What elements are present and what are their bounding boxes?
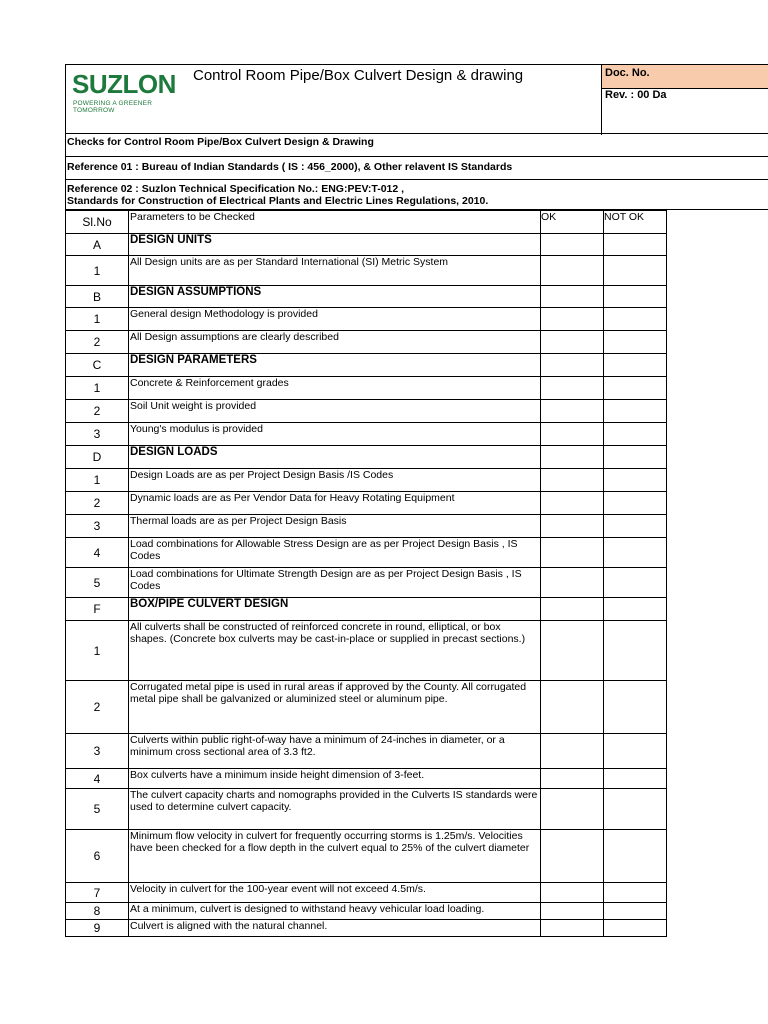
- sl-no-cell: B: [66, 286, 129, 308]
- sl-no-cell: 1: [66, 469, 129, 492]
- check-row: [66, 377, 667, 400]
- sl-no-cell: 7: [66, 883, 129, 903]
- sl-no-cell: 1: [66, 377, 129, 400]
- section-heading: DESIGN PARAMETERS: [129, 354, 541, 377]
- not-ok-checkbox-cell[interactable]: [604, 331, 667, 354]
- ok-checkbox-cell[interactable]: [541, 469, 604, 492]
- check-row: [66, 423, 667, 446]
- ok-checkbox-cell[interactable]: [541, 568, 604, 598]
- not-ok-checkbox-cell[interactable]: [604, 883, 667, 903]
- checklist-sheet: [65, 64, 768, 937]
- sl-no-cell: 9: [66, 920, 129, 937]
- section-row: [66, 286, 667, 308]
- ok-checkbox-cell[interactable]: [541, 769, 604, 789]
- ok-checkbox-cell[interactable]: [541, 515, 604, 538]
- col-header-sl: Sl.No: [66, 211, 129, 234]
- doc-info-box: [601, 65, 768, 135]
- sl-no-cell: 2: [66, 400, 129, 423]
- ok-checkbox-cell[interactable]: [541, 830, 604, 883]
- reference-01-band: Reference 01 : Bureau of Indian Standards ( IS : 456_2000), & Other relavent IS Standards: [65, 157, 768, 180]
- ok-checkbox-cell[interactable]: [541, 621, 604, 681]
- check-row: [66, 568, 667, 598]
- sl-no-cell: 2: [66, 492, 129, 515]
- parameter-text: General design Methodology is provided: [129, 308, 541, 331]
- not-ok-checkbox-cell[interactable]: [604, 830, 667, 883]
- ok-checkbox-cell[interactable]: [541, 256, 604, 286]
- reference-02-line-2: Standards for Construction of Electrical Plants and Electric Lines Regulations, 2010.: [67, 195, 489, 207]
- check-row: [66, 538, 667, 568]
- checklist-table: [65, 210, 667, 937]
- not-ok-checkbox-cell[interactable]: [604, 903, 667, 920]
- sl-no-cell: 3: [66, 734, 129, 769]
- sl-no-cell: 6: [66, 830, 129, 883]
- not-ok-checkbox-cell[interactable]: [604, 400, 667, 423]
- sl-no-cell: 5: [66, 789, 129, 830]
- not-ok-checkbox-cell[interactable]: [604, 446, 667, 469]
- parameter-text: Thermal loads are as per Project Design Basis: [129, 515, 541, 538]
- ok-checkbox-cell[interactable]: [541, 286, 604, 308]
- not-ok-checkbox-cell[interactable]: [604, 515, 667, 538]
- suzlon-logo: [66, 65, 191, 117]
- not-ok-checkbox-cell[interactable]: [604, 789, 667, 830]
- section-row: [66, 598, 667, 621]
- reference-02-line-1: Reference 02 : Suzlon Technical Specification No.: ENG:PEV:T-012 ,: [67, 183, 405, 195]
- parameter-text: Load combinations for Allowable Stress Design are as per Project Design Basis , IS Codes: [129, 538, 541, 568]
- not-ok-checkbox-cell[interactable]: [604, 598, 667, 621]
- parameter-text: Load combinations for Ultimate Strength Design are as per Project Design Basis , IS Codes: [129, 568, 541, 598]
- check-row: [66, 308, 667, 331]
- ok-checkbox-cell[interactable]: [541, 598, 604, 621]
- not-ok-checkbox-cell[interactable]: [604, 769, 667, 789]
- ok-checkbox-cell[interactable]: [541, 920, 604, 937]
- sl-no-cell: 1: [66, 621, 129, 681]
- ok-checkbox-cell[interactable]: [541, 681, 604, 734]
- sl-no-cell: C: [66, 354, 129, 377]
- not-ok-checkbox-cell[interactable]: [604, 256, 667, 286]
- logo-wordmark: SUZLON: [72, 69, 176, 99]
- check-row: [66, 256, 667, 286]
- not-ok-checkbox-cell[interactable]: [604, 469, 667, 492]
- not-ok-checkbox-cell[interactable]: [604, 234, 667, 256]
- sl-no-cell: 1: [66, 256, 129, 286]
- sl-no-cell: 2: [66, 331, 129, 354]
- not-ok-checkbox-cell[interactable]: [604, 681, 667, 734]
- not-ok-checkbox-cell[interactable]: [604, 308, 667, 331]
- ok-checkbox-cell[interactable]: [541, 492, 604, 515]
- document-header: [65, 64, 768, 134]
- parameter-text: Concrete & Reinforcement grades: [129, 377, 541, 400]
- reference-02-band: [65, 180, 768, 210]
- section-heading: DESIGN LOADS: [129, 446, 541, 469]
- ok-checkbox-cell[interactable]: [541, 903, 604, 920]
- ok-checkbox-cell[interactable]: [541, 234, 604, 256]
- document-title: Control Room Pipe/Box Culvert Design & drawing: [193, 67, 524, 84]
- sl-no-cell: 1: [66, 308, 129, 331]
- ok-checkbox-cell[interactable]: [541, 308, 604, 331]
- section-row: [66, 234, 667, 256]
- section-row: [66, 446, 667, 469]
- sl-no-cell: 3: [66, 423, 129, 446]
- section-heading: DESIGN UNITS: [129, 234, 541, 256]
- logo-tagline: POWERING A GREENER TOMORROW: [73, 100, 153, 114]
- ok-checkbox-cell[interactable]: [541, 446, 604, 469]
- parameter-text: The culvert capacity charts and nomographs provided in the Culverts IS standards were used to determine culvert capacity.: [129, 789, 541, 830]
- check-row: [66, 769, 667, 789]
- parameter-text: Dynamic loads are as Per Vendor Data for Heavy Rotating Equipment: [129, 492, 541, 515]
- ok-checkbox-cell[interactable]: [541, 883, 604, 903]
- sl-no-cell: F: [66, 598, 129, 621]
- parameter-text: Young's modulus is provided: [129, 423, 541, 446]
- parameter-text: Culvert is aligned with the natural channel.: [129, 920, 541, 937]
- col-header-ok: OK: [541, 211, 604, 234]
- not-ok-checkbox-cell[interactable]: [604, 286, 667, 308]
- section-heading: DESIGN ASSUMPTIONS: [129, 286, 541, 308]
- not-ok-checkbox-cell[interactable]: [604, 492, 667, 515]
- check-row: [66, 681, 667, 734]
- parameter-text: Culverts within public right-of-way have a minimum of 24-inches in diameter, or a minimum cross sectional area of 3.3 ft2.: [129, 734, 541, 769]
- revision-label: Rev. : 00 Da: [605, 89, 667, 101]
- sl-no-cell: 2: [66, 681, 129, 734]
- col-header-param: Parameters to be Checked: [129, 211, 541, 234]
- not-ok-checkbox-cell[interactable]: [604, 734, 667, 769]
- sl-no-cell: A: [66, 234, 129, 256]
- ok-checkbox-cell[interactable]: [541, 423, 604, 446]
- sl-no-cell: 8: [66, 903, 129, 920]
- ok-checkbox-cell[interactable]: [541, 354, 604, 377]
- sl-no-cell: 4: [66, 769, 129, 789]
- parameter-text: Corrugated metal pipe is used in rural areas if approved by the County. All corrugated metal pipe shall be galvanized or aluminized steel or aluminum pipe.: [129, 681, 541, 734]
- parameter-text: All culverts shall be constructed of reinforced concrete in round, elliptical, or box shapes. (Concrete box culverts may be cast-in-place or supplied in precast sections.): [129, 621, 541, 681]
- ok-checkbox-cell[interactable]: [541, 400, 604, 423]
- check-row: [66, 883, 667, 903]
- ok-checkbox-cell[interactable]: [541, 538, 604, 568]
- ok-checkbox-cell[interactable]: [541, 789, 604, 830]
- table-header-row: [66, 211, 667, 234]
- ok-checkbox-cell[interactable]: [541, 377, 604, 400]
- col-header-not-ok: NOT OK: [604, 211, 667, 234]
- checks-title-band: Checks for Control Room Pipe/Box Culvert Design & Drawing: [65, 134, 768, 157]
- parameter-text: Design Loads are as per Project Design Basis /IS Codes: [129, 469, 541, 492]
- check-row: [66, 492, 667, 515]
- not-ok-checkbox-cell[interactable]: [604, 538, 667, 568]
- parameter-text: All Design units are as per Standard International (SI) Metric System: [129, 256, 541, 286]
- not-ok-checkbox-cell[interactable]: [604, 354, 667, 377]
- ok-checkbox-cell[interactable]: [541, 331, 604, 354]
- parameter-text: Box culverts have a minimum inside height dimension of 3-feet.: [129, 769, 541, 789]
- check-row: [66, 903, 667, 920]
- check-row: [66, 515, 667, 538]
- check-row: [66, 920, 667, 937]
- check-row: [66, 734, 667, 769]
- not-ok-checkbox-cell[interactable]: [604, 423, 667, 446]
- section-heading: BOX/PIPE CULVERT DESIGN: [129, 598, 541, 621]
- parameter-text: Soil Unit weight is provided: [129, 400, 541, 423]
- check-row: [66, 621, 667, 681]
- ok-checkbox-cell[interactable]: [541, 734, 604, 769]
- check-row: [66, 400, 667, 423]
- section-row: [66, 354, 667, 377]
- parameter-text: At a minimum, culvert is designed to withstand heavy vehicular load loading.: [129, 903, 541, 920]
- sl-no-cell: 5: [66, 568, 129, 598]
- check-row: [66, 830, 667, 883]
- check-row: [66, 789, 667, 830]
- not-ok-checkbox-cell[interactable]: [604, 568, 667, 598]
- sl-no-cell: 3: [66, 515, 129, 538]
- not-ok-checkbox-cell[interactable]: [604, 621, 667, 681]
- doc-no-label: Doc. No.: [602, 65, 768, 89]
- parameter-text: Velocity in culvert for the 100-year event will not exceed 4.5m/s.: [129, 883, 541, 903]
- sl-no-cell: D: [66, 446, 129, 469]
- check-row: [66, 469, 667, 492]
- sl-no-cell: 4: [66, 538, 129, 568]
- parameter-text: Minimum flow velocity in culvert for frequently occurring storms is 1.25m/s. Velocities have been checked for a flow depth in the culvert equal to 25% of the culvert diameter: [129, 830, 541, 883]
- not-ok-checkbox-cell[interactable]: [604, 377, 667, 400]
- parameter-text: All Design assumptions are clearly described: [129, 331, 541, 354]
- check-row: [66, 331, 667, 354]
- not-ok-checkbox-cell[interactable]: [604, 920, 667, 937]
